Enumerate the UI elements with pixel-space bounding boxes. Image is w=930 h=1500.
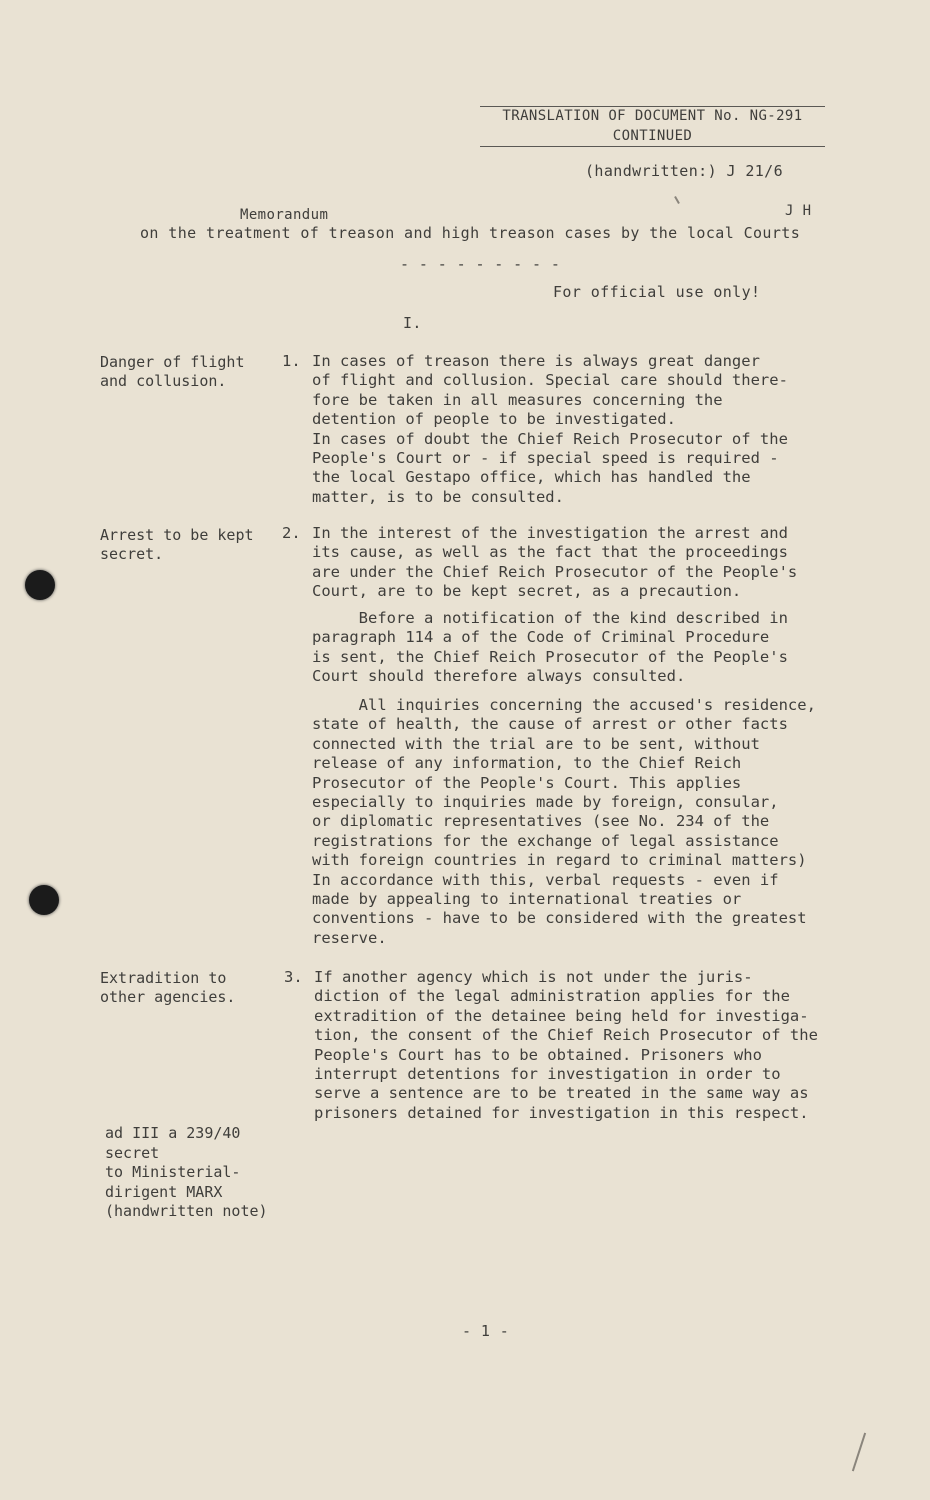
document-subtitle: CONTINUED [612,128,693,144]
paragraph-2-text: In the interest of the investigation the arrest and its cause, as well as the fact that the proceedings are under the Chief Reich Prosecutor of the People's Court, are to be kept secret, as a precaution. [312,524,798,601]
memo-title: Memorandum [240,207,329,223]
classification-note: For official use only! [553,283,761,301]
side-label-danger: Danger of flight and collusion. [100,353,245,390]
paragraph-number: 1. [282,352,301,370]
page-number: - 1 - [462,1322,510,1340]
handwritten-reference: (handwritten:) J 21/6 [585,162,784,180]
section-heading: I. [403,314,422,332]
paragraph-1-text: In cases of treason there is always great danger of flight and collusion. Special care should there- fore be taken in all measures concerning the detention of people to be investigated. In cases of doubt the Chief Reich Prosecutor of the People's Court or - if special speed is required - the local Gestapo office, which has handled the matter, is to be consulted. [312,352,788,506]
paragraph-3-text: If another agency which is not under the juris- diction of the legal administration applies for the extradition of the detainee being held for investiga- tion, the consent of the Chief Reich Prosecutor of the People's Court has to be obtained. Prisoners who interrupt detentions for investigation in order to serve a sentence are to be treated in the same way as prisoners detained for investigation in this respect. [314,968,818,1122]
header-rule-bottom [480,146,825,147]
paragraph-2-inquiries: All inquiries concerning the accused's residence, state of health, the cause of arrest or other facts connected with the trial are to be sent, without release of any information, to the Chief Reich Prosecutor of the People's Court. This applies especially to inquiries made by foreign, consular, or diplomatic representatives (see No. 234 of the registrations for the exchange of legal assistance with foreign countries in regard to criminal matters) In accordance with this, verbal requests - even if made by appealing to international treaties or conventions - have to be considered with the greatest reserve. [312,696,816,947]
handwritten-initials: J H [785,203,812,219]
paragraph-number: 3. [284,968,303,986]
punch-hole-top [25,570,55,600]
punch-hole-bottom [29,885,59,915]
pencil-mark [674,196,680,204]
header-rule-top [480,106,825,107]
pencil-mark [852,1433,866,1472]
paragraph-2-notification: Before a notification of the kind described in paragraph 114 a of the Code of Criminal Procedure is sent, the Chief Reich Prosecutor of the People's Court should therefore always consulted. [312,609,788,686]
memo-divider: - - - - - - - - - [400,255,561,273]
document-title: TRANSLATION OF DOCUMENT No. NG-291 [502,108,803,124]
memo-subtitle: on the treatment of treason and high treason cases by the local Courts [140,224,801,242]
side-label-arrest: Arrest to be kept secret. [100,526,254,563]
footnote: ad III a 239/40 secret to Ministerial- dirigent MARX (handwritten note) [105,1124,268,1220]
side-label-extradition: Extradition to other agencies. [100,969,236,1006]
paragraph-number: 2. [282,524,301,542]
